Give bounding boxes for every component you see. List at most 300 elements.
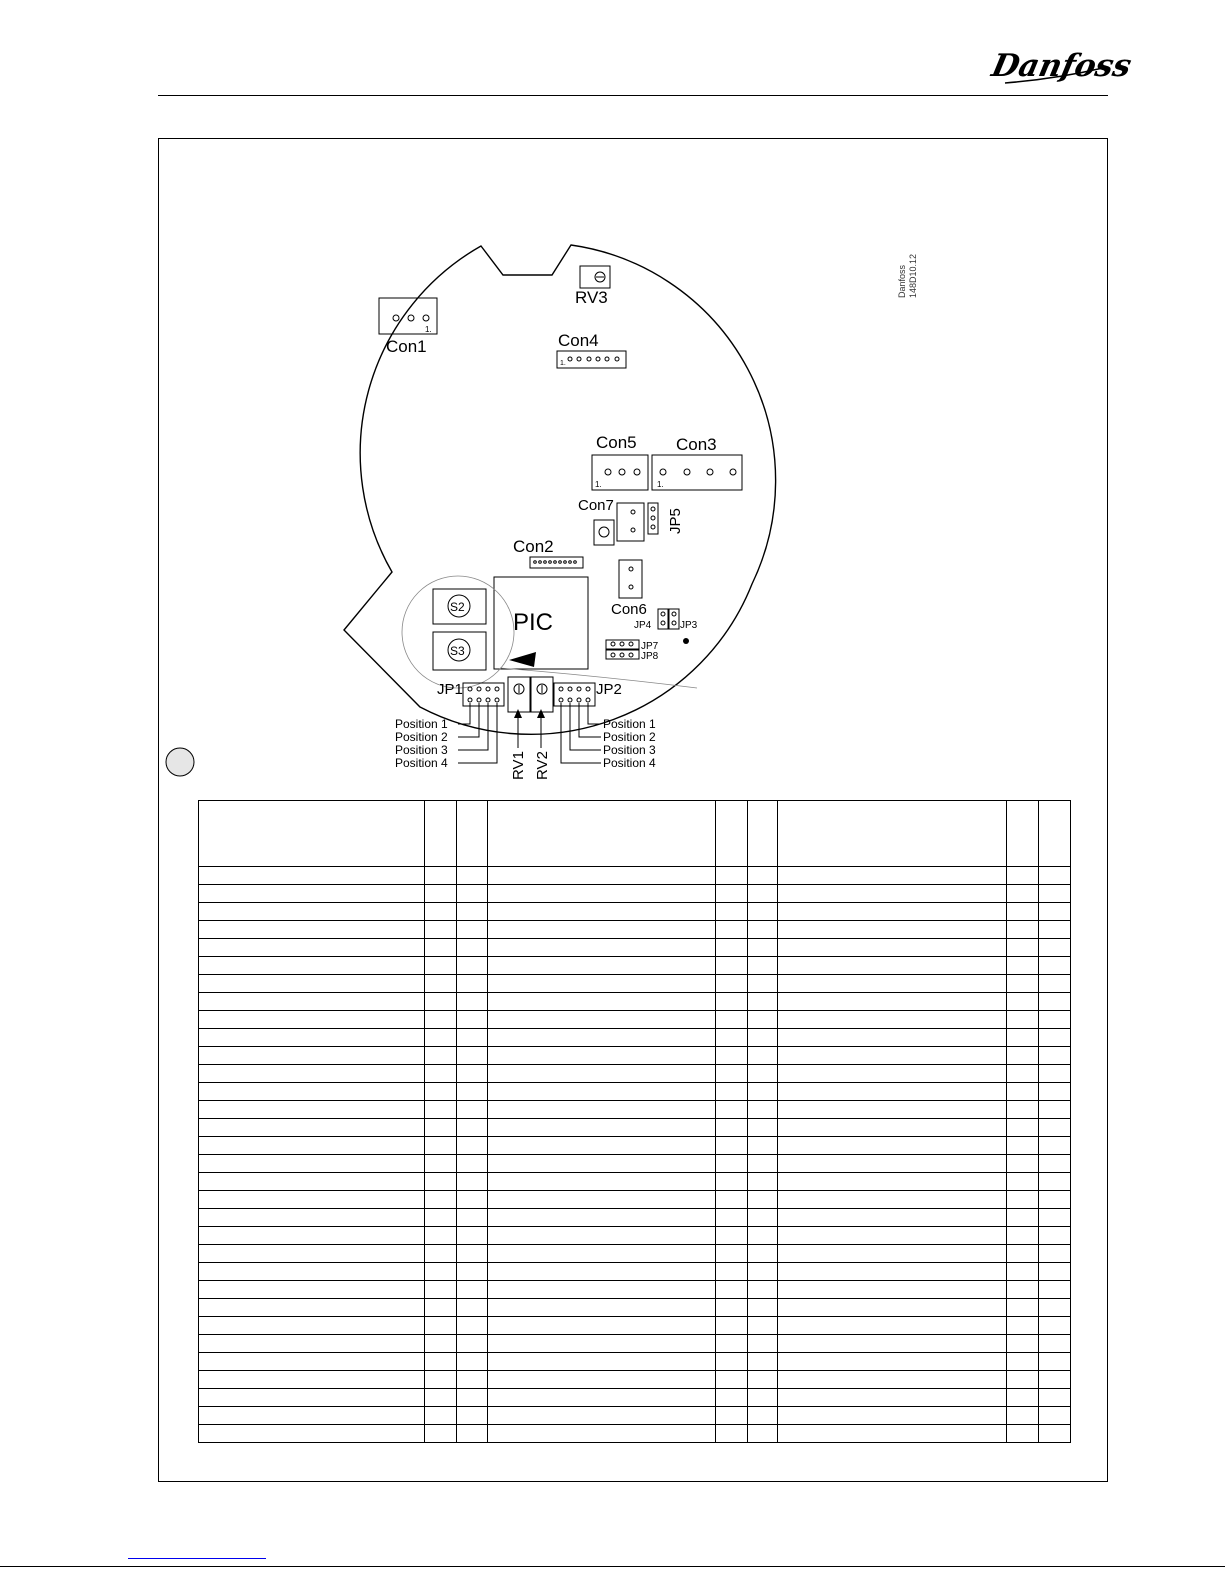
table-cell [716, 1029, 748, 1047]
drawing-code-line1: Danfoss [897, 264, 907, 298]
table-cell [1039, 1029, 1071, 1047]
table-cell [748, 1101, 778, 1119]
table-cell [1007, 993, 1039, 1011]
table-cell [748, 1335, 778, 1353]
table-cell [716, 867, 748, 885]
table-row [199, 993, 1071, 1011]
table-row [199, 1317, 1071, 1335]
table-cell [488, 1317, 716, 1335]
s3-label: S3 [450, 644, 465, 658]
table-cell [716, 1011, 748, 1029]
table-cell [1039, 975, 1071, 993]
table-cell [457, 1083, 488, 1101]
table-cell [748, 1317, 778, 1335]
table-cell [425, 1011, 457, 1029]
table-cell [716, 939, 748, 957]
table-cell [778, 1047, 1007, 1065]
table-cell [425, 1407, 457, 1425]
table-cell [716, 1065, 748, 1083]
table-cell [457, 1065, 488, 1083]
table-row [199, 1227, 1071, 1245]
table-cell [1039, 903, 1071, 921]
pic-label: PIC [513, 609, 554, 636]
table-cell [425, 1155, 457, 1173]
jp1-leader-lines [458, 703, 497, 763]
table-cell [425, 1083, 457, 1101]
table-row [199, 1191, 1071, 1209]
table-cell [1039, 1227, 1071, 1245]
table-cell [1007, 1389, 1039, 1407]
table-cell [457, 957, 488, 975]
table-cell [488, 1083, 716, 1101]
table-row [199, 1029, 1071, 1047]
table-cell [199, 903, 425, 921]
table-row [199, 1209, 1071, 1227]
table-cell [778, 1083, 1007, 1101]
table-cell [488, 1173, 716, 1191]
table-cell [778, 1281, 1007, 1299]
table-cell [778, 1317, 1007, 1335]
table-cell [457, 1299, 488, 1317]
table-cell [1007, 1353, 1039, 1371]
table-cell [199, 1137, 425, 1155]
table-cell [199, 1317, 425, 1335]
table-cell [778, 1101, 1007, 1119]
table-cell [457, 1101, 488, 1119]
table-cell [778, 885, 1007, 903]
table-cell [748, 801, 778, 867]
table-cell [425, 1281, 457, 1299]
table-cell [425, 1191, 457, 1209]
table-cell [716, 1389, 748, 1407]
table-cell [199, 975, 425, 993]
jp1-position-2: Position 2 [395, 730, 448, 744]
con1-connector [379, 298, 437, 334]
table-cell [457, 1191, 488, 1209]
table-cell [1007, 957, 1039, 975]
table-cell [716, 1281, 748, 1299]
table-cell [488, 1191, 716, 1209]
table-cell [1039, 1371, 1071, 1389]
table-row [199, 1047, 1071, 1065]
con5-connector [592, 455, 648, 490]
con2-label: Con2 [513, 537, 554, 556]
table-cell [457, 1353, 488, 1371]
table-cell [748, 939, 778, 957]
jp5-label: JP5 [667, 508, 684, 534]
con3-label: Con3 [676, 435, 717, 454]
jp2-position-4: Position 4 [603, 756, 656, 770]
table-cell [199, 939, 425, 957]
con3-pin1: 1. [657, 480, 664, 489]
table-row [199, 885, 1071, 903]
table-cell [425, 1353, 457, 1371]
figure-marker [166, 748, 194, 776]
table-cell [488, 1227, 716, 1245]
table-cell [1039, 1155, 1071, 1173]
table-cell [425, 1425, 457, 1443]
table-cell [488, 1353, 716, 1371]
table-cell [1007, 1407, 1039, 1425]
table-cell [748, 867, 778, 885]
table-cell [1007, 1119, 1039, 1137]
table-cell [716, 921, 748, 939]
table-cell [716, 1353, 748, 1371]
table-cell [425, 921, 457, 939]
table-cell [425, 939, 457, 957]
table-cell [748, 1155, 778, 1173]
table-cell [1007, 1335, 1039, 1353]
table-cell [1007, 1029, 1039, 1047]
table-cell [1039, 1191, 1071, 1209]
table-cell [716, 1263, 748, 1281]
table-cell [425, 1317, 457, 1335]
table-row [199, 1065, 1071, 1083]
table-cell [425, 975, 457, 993]
table-cell [457, 867, 488, 885]
jp2-position-3: Position 3 [603, 743, 656, 757]
table-row [199, 1011, 1071, 1029]
table-cell [1007, 1047, 1039, 1065]
table-cell [199, 1281, 425, 1299]
table-cell [488, 1047, 716, 1065]
table-cell [457, 921, 488, 939]
table-cell [778, 1119, 1007, 1137]
table-cell [1007, 1281, 1039, 1299]
table-row [199, 957, 1071, 975]
jp3-label: JP3 [680, 620, 698, 631]
table-row [199, 1101, 1071, 1119]
table-cell [716, 885, 748, 903]
table-cell [199, 1245, 425, 1263]
table-cell [425, 1371, 457, 1389]
table-cell [748, 1137, 778, 1155]
table-cell [425, 1101, 457, 1119]
jp1-position-3: Position 3 [395, 743, 448, 757]
table-cell [425, 1119, 457, 1137]
table-cell [1039, 1137, 1071, 1155]
jp5-jumper [648, 503, 658, 534]
table-cell [778, 1011, 1007, 1029]
table-cell [457, 1047, 488, 1065]
con4-pin1: 1. [560, 360, 566, 367]
table-cell [716, 1047, 748, 1065]
table-cell [457, 1317, 488, 1335]
table-cell [748, 957, 778, 975]
table-row [199, 1335, 1071, 1353]
table-cell [425, 1065, 457, 1083]
table-cell [1039, 1281, 1071, 1299]
table-cell [488, 921, 716, 939]
table-cell [778, 1209, 1007, 1227]
con5-pin1: 1. [595, 480, 602, 489]
table-cell [1007, 1371, 1039, 1389]
table-cell [1039, 993, 1071, 1011]
table-cell [1007, 921, 1039, 939]
table-cell [457, 1281, 488, 1299]
table-cell [778, 1029, 1007, 1047]
table-cell [1007, 1065, 1039, 1083]
table-cell [457, 1173, 488, 1191]
table-cell [1039, 1317, 1071, 1335]
table-cell [199, 1425, 425, 1443]
table-cell [748, 1173, 778, 1191]
con2-connector [530, 557, 583, 568]
table-cell [1007, 1101, 1039, 1119]
table-cell [716, 1083, 748, 1101]
con6-label: Con6 [611, 601, 647, 618]
table-cell [1007, 1209, 1039, 1227]
table-cell [1007, 1011, 1039, 1029]
footer-link-underline [128, 1558, 266, 1559]
jp8-label: JP8 [641, 651, 659, 662]
jp1-position-1: Position 1 [395, 717, 448, 731]
table-cell [457, 1227, 488, 1245]
table-cell [1039, 1209, 1071, 1227]
table-cell [199, 801, 425, 867]
con4-connector [557, 351, 626, 368]
con6-connector [619, 560, 642, 598]
table-cell [716, 1407, 748, 1425]
table-cell [199, 1299, 425, 1317]
table-cell [778, 975, 1007, 993]
table-cell [199, 993, 425, 1011]
jp7-jp8-jumpers [606, 640, 639, 659]
table-cell [457, 1119, 488, 1137]
table-row [199, 1407, 1071, 1425]
s2-switch [433, 589, 486, 624]
table-cell [716, 1173, 748, 1191]
table-cell [199, 885, 425, 903]
jp1-label: JP1 [437, 681, 463, 698]
table-cell [716, 975, 748, 993]
table-cell [199, 1083, 425, 1101]
table-cell [778, 867, 1007, 885]
table-cell [488, 957, 716, 975]
table-cell [1039, 1407, 1071, 1425]
table-cell [488, 1137, 716, 1155]
table-cell [716, 1245, 748, 1263]
table-cell [457, 1011, 488, 1029]
table-cell [716, 1317, 748, 1335]
table-cell [778, 957, 1007, 975]
table-cell [778, 939, 1007, 957]
table-cell [488, 1155, 716, 1173]
table-cell [1007, 1155, 1039, 1173]
rv1-potentiometer [508, 677, 530, 712]
table-cell [716, 1227, 748, 1245]
table-cell [1007, 1317, 1039, 1335]
table-cell [488, 1371, 716, 1389]
table-cell [425, 885, 457, 903]
table-cell [748, 1281, 778, 1299]
table-cell [748, 1371, 778, 1389]
table-cell [748, 1065, 778, 1083]
table-cell [199, 921, 425, 939]
table-cell [457, 1245, 488, 1263]
table-cell [488, 993, 716, 1011]
table-cell [488, 1011, 716, 1029]
table-cell [1007, 1173, 1039, 1191]
table-cell [199, 1101, 425, 1119]
table-cell [778, 1263, 1007, 1281]
table-cell [1039, 1263, 1071, 1281]
table-cell [425, 1209, 457, 1227]
table-cell [1039, 1353, 1071, 1371]
table-cell [716, 801, 748, 867]
table-cell [457, 1389, 488, 1407]
table-cell [1039, 921, 1071, 939]
table-cell [748, 1353, 778, 1371]
table-cell [457, 1407, 488, 1425]
rv2-label: RV2 [534, 751, 551, 780]
table-cell [716, 1335, 748, 1353]
table-cell [488, 1029, 716, 1047]
table-cell [488, 1101, 716, 1119]
table-cell [199, 1371, 425, 1389]
table-cell [457, 993, 488, 1011]
table-row [199, 1353, 1071, 1371]
table-cell [425, 1173, 457, 1191]
table-cell [425, 1335, 457, 1353]
table-cell [716, 1119, 748, 1137]
table-cell [1039, 939, 1071, 957]
jp2-position-2: Position 2 [603, 730, 656, 744]
table-cell [748, 903, 778, 921]
table-cell [748, 1191, 778, 1209]
table-cell [716, 1425, 748, 1443]
table-cell [425, 1227, 457, 1245]
table-cell [425, 1137, 457, 1155]
jp2-leader-lines [561, 703, 601, 763]
table-cell [716, 903, 748, 921]
table-cell [199, 1335, 425, 1353]
table-row [199, 1263, 1071, 1281]
logo-wordmark: Danfoss [988, 48, 1135, 84]
table-cell [457, 975, 488, 993]
table-cell [748, 993, 778, 1011]
table-cell [778, 1299, 1007, 1317]
table-cell [457, 801, 488, 867]
table-cell [457, 1209, 488, 1227]
con1-pin1: 1. [425, 325, 432, 334]
table-cell [457, 1425, 488, 1443]
table-cell [488, 1425, 716, 1443]
table-cell [199, 867, 425, 885]
table-cell [716, 1137, 748, 1155]
table-cell [1007, 1299, 1039, 1317]
table-cell [488, 1281, 716, 1299]
jp2-header [554, 683, 595, 706]
table-cell [199, 1029, 425, 1047]
table-cell [1007, 939, 1039, 957]
table-cell [425, 1299, 457, 1317]
table-cell [1007, 1245, 1039, 1263]
rv3-potentiometer [580, 266, 610, 288]
table-cell [716, 1155, 748, 1173]
s3-switch [433, 632, 486, 670]
table-cell [488, 1335, 716, 1353]
table-cell [1007, 1263, 1039, 1281]
table-row [199, 867, 1071, 885]
table-cell [1007, 885, 1039, 903]
table-cell [488, 1209, 716, 1227]
rv1-label: RV1 [510, 751, 527, 780]
table-cell [1039, 1425, 1071, 1443]
table-cell [199, 1353, 425, 1371]
table-cell [1007, 1425, 1039, 1443]
table-cell [778, 903, 1007, 921]
table-cell [425, 993, 457, 1011]
table-cell [716, 1191, 748, 1209]
table-cell [748, 975, 778, 993]
table-cell [425, 1047, 457, 1065]
table-cell [1039, 1335, 1071, 1353]
table-cell [1039, 1083, 1071, 1101]
table-cell [457, 903, 488, 921]
table-cell [488, 1245, 716, 1263]
table-cell [748, 1245, 778, 1263]
table-cell [199, 1389, 425, 1407]
table-row [199, 1083, 1071, 1101]
table-cell [778, 1335, 1007, 1353]
table-cell [1039, 1101, 1071, 1119]
table-cell [457, 1155, 488, 1173]
table-cell [778, 1191, 1007, 1209]
table-cell [748, 1407, 778, 1425]
table-cell [199, 957, 425, 975]
rv3-label: RV3 [575, 288, 608, 307]
table-header-row [199, 801, 1071, 867]
table-cell [425, 903, 457, 921]
table-cell [488, 867, 716, 885]
table-cell [425, 957, 457, 975]
table-cell [778, 1245, 1007, 1263]
arrow-icon [509, 652, 536, 667]
table-cell [425, 1263, 457, 1281]
table-cell [1039, 867, 1071, 885]
table-cell [488, 939, 716, 957]
table-cell [199, 1173, 425, 1191]
table-row [199, 921, 1071, 939]
jp2-label: JP2 [596, 681, 622, 698]
table-cell [1039, 1173, 1071, 1191]
table-cell [199, 1065, 425, 1083]
table-cell [1039, 1245, 1071, 1263]
table-cell [457, 939, 488, 957]
table-row [199, 975, 1071, 993]
con1-label: Con1 [386, 337, 427, 356]
jp4-label: JP4 [634, 620, 652, 631]
jp1-position-4: Position 4 [395, 756, 448, 770]
table-cell [748, 1029, 778, 1047]
table-cell [199, 1011, 425, 1029]
table-cell [1007, 903, 1039, 921]
table-cell [1039, 1065, 1071, 1083]
table-cell [488, 975, 716, 993]
table-cell [1039, 801, 1071, 867]
table-cell [778, 1137, 1007, 1155]
table-cell [199, 1119, 425, 1137]
table-cell [778, 921, 1007, 939]
table-cell [778, 993, 1007, 1011]
table-cell [199, 1047, 425, 1065]
table-cell [778, 1065, 1007, 1083]
table-row [199, 1119, 1071, 1137]
table-cell [488, 1407, 716, 1425]
table-row [199, 1281, 1071, 1299]
table-cell [1007, 1137, 1039, 1155]
